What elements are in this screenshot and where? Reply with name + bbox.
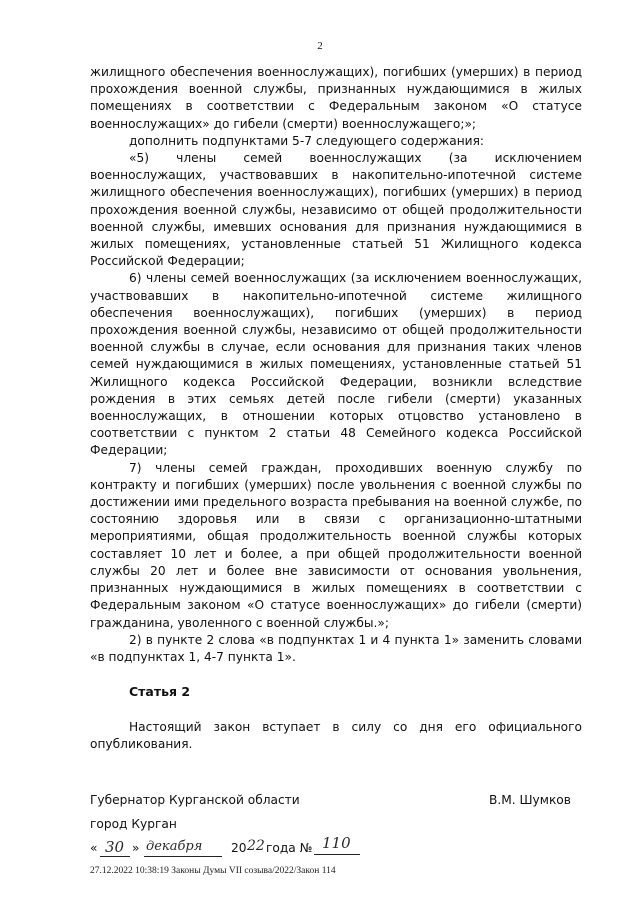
date-line — [90, 834, 380, 859]
article-heading: Статья 2 — [129, 684, 191, 699]
law-number: 110 — [322, 834, 351, 852]
number-underline — [314, 854, 360, 855]
city-name: город Курган — [90, 817, 177, 831]
month-underline — [144, 856, 222, 857]
paragraph-amendment-intro: дополнить подпунктами 5-7 следующего содержания: — [129, 133, 485, 148]
document-footer: 27.12.2022 10:38:19 Законы Думы VII созыва/2022/Закон 114 — [90, 866, 336, 876]
paragraph-subpoint-5: «5) члены семей военнослужащих (за исключением военнослужащих, участвовавших в накопительно-ипотечной системе жилищного обеспечения военнослужащих), погибших (умерших) в период прохождения военной службы, независимо от общей продолжительности военной службы, имевших основания для признания нуждающимися в жилых помещениях, установленные статьей 51 Жилищного кодекса Российской Федерации; — [90, 151, 582, 269]
law-effective-text: Настоящий закон вступает в силу со дня его официального опубликования. — [90, 720, 582, 752]
page-number: 2 — [317, 40, 323, 52]
governor-name: В.М. Шумков — [489, 793, 571, 807]
paragraph-point-2: 2) в пункте 2 слова «в подпунктах 1 и 4 пункта 1» заменить словами «в подпунктах 1, 4-7 пункта 1». — [90, 632, 582, 664]
date-day: 30 — [105, 838, 125, 856]
date-close-quote: » — [132, 841, 140, 855]
day-underline — [100, 856, 130, 857]
governor-title: Губернатор Курганской области — [90, 793, 300, 807]
paragraph-subpoint-6: 6) члены семей военнослужащих (за исключением военнослужащих, участвовавших в накопительно-ипотечной системе жилищного обеспечения военнослужащих), погибших (умерших) в период прохождения военной службы, независимо от общей продолжительности военной службы в случае, если основания для признания таких членов семей нуждающимися в жилых помещениях, установленные статьей 51 Жилищного кодекса Российской Федерации, возникли вследствие рождения в этих семьях детей после гибели (смерти) указанных военнослужащих, в отношении которых отцовство установлено в соответствии с пунктом 2 статьи 48 Семейного кодекса Российской Федерации; — [90, 271, 582, 458]
date-year-prefix: 20 — [231, 841, 247, 855]
paragraph-continuation: жилищного обеспечения военнослужащих), погибших (умерших) в период прохождения военной службы, признанных нуждающимися в жилых помещениях в соответствии с Федеральным законом «О статусе военнослужащих» до гибели (смерти) военнослужащего;»; — [90, 65, 582, 131]
date-open-quote: « — [90, 841, 98, 855]
document-body — [90, 64, 582, 666]
date-year-word: года № — [266, 841, 313, 855]
paragraph-subpoint-7: 7) члены семей граждан, проходивших военную службу по контракту и погибших (умерших) после увольнения с военной службы по достижении ими предельного возраста пребывания на военной службе, по состоянию здоровья или в связи с организационно-штатными мероприятиями, общая продолжительность военной службы которых составляет 10 лет и более, а при общей продолжительности военной службы 20 лет и более вне зависимости от основания увольнения, признанных нуждающимися в жилых помещениях в соответствии с Федеральным законом «О статусе военнослужащих» до гибели (смерти) гражданина, уволенного с военной службы.»; — [90, 460, 582, 630]
date-year-suffix: 22 — [247, 838, 265, 854]
date-month: декабря — [146, 839, 203, 854]
